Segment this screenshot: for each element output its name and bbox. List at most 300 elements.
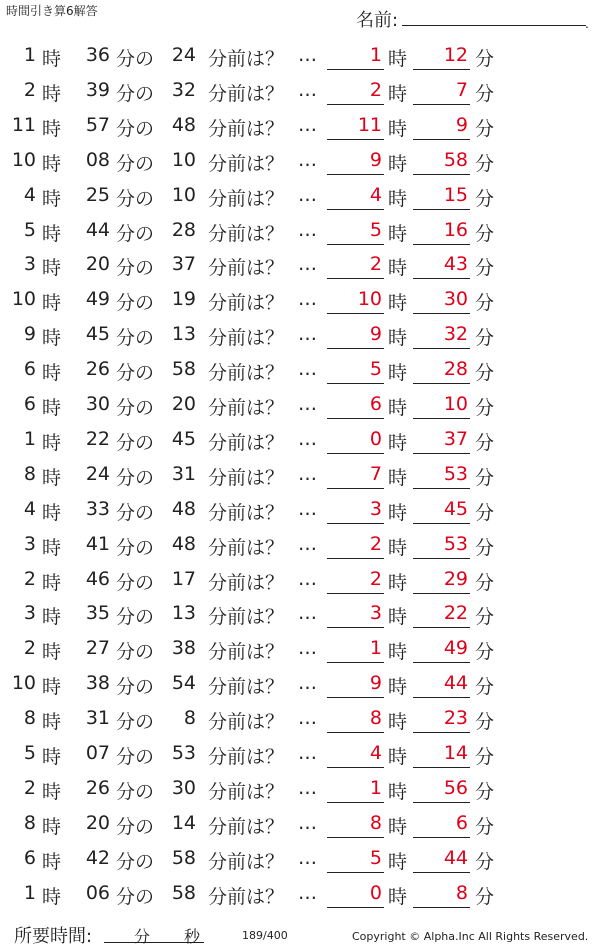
answer-minute: 49 <box>443 637 468 660</box>
answer-hour: 1 <box>369 44 382 66</box>
minutes-before-label: 分前は？ <box>208 571 285 594</box>
ellipsis: … <box>298 393 317 415</box>
minute-of-label: 分の <box>116 536 155 559</box>
minute-of-label: 分の <box>116 292 155 315</box>
answer-minute-blank[interactable] <box>413 69 470 70</box>
answer-hour: 10 <box>357 288 382 311</box>
answer-minute: 44 <box>443 846 468 869</box>
answer-hour: 5 <box>369 846 382 869</box>
answer-minute-unit-label: 分 <box>475 711 495 734</box>
problem-minute: 49 <box>85 288 110 311</box>
problem-row <box>0 108 600 142</box>
answer-hour-unit-label: 時 <box>388 48 408 70</box>
answer-hour: 0 <box>369 881 382 904</box>
problem-row <box>0 213 600 247</box>
answer-hour: 6 <box>369 393 382 415</box>
problem-row <box>0 73 600 107</box>
problem-row <box>0 317 600 351</box>
problem-minutes-before: 28 <box>171 218 196 241</box>
minutes-before-label: 分前は？ <box>208 397 285 419</box>
problem-hour: 8 <box>23 462 36 485</box>
answer-hour-unit-label: 時 <box>388 815 408 838</box>
answer-hour-blank[interactable] <box>327 453 384 454</box>
ellipsis: … <box>298 427 317 450</box>
answer-hour: 2 <box>369 253 382 276</box>
answer-minute: 53 <box>443 462 468 485</box>
minute-of-label: 分の <box>116 397 155 419</box>
answer-minute-blank[interactable] <box>413 209 470 210</box>
answer-hour-blank[interactable] <box>327 697 384 698</box>
hour-unit-label: 時 <box>42 676 62 699</box>
answer-minute-unit-label: 分 <box>475 48 495 70</box>
minute-of-label: 分の <box>116 850 155 873</box>
ellipsis: … <box>298 148 317 171</box>
answer-minute: 44 <box>443 672 468 695</box>
ellipsis: … <box>298 288 317 311</box>
problem-minute: 38 <box>85 672 110 695</box>
answer-hour: 1 <box>369 637 382 660</box>
answer-minute-unit-label: 分 <box>475 780 495 803</box>
answer-hour: 9 <box>369 323 382 346</box>
problem-minutes-before: 45 <box>171 427 196 450</box>
hour-unit-label: 時 <box>42 501 62 524</box>
answer-minute-blank[interactable] <box>413 488 470 489</box>
answer-hour: 8 <box>369 707 382 730</box>
answer-hour-unit-label: 時 <box>388 850 408 873</box>
answer-minute: 58 <box>443 148 468 171</box>
problem-hour: 2 <box>23 78 36 101</box>
problem-row <box>0 352 600 386</box>
answer-hour-blank[interactable] <box>327 313 384 314</box>
answer-minute-unit-label: 分 <box>475 676 495 699</box>
minutes-before-label: 分前は？ <box>208 292 285 315</box>
problem-minutes-before: 24 <box>171 44 196 66</box>
ellipsis: … <box>298 742 317 764</box>
elapsed-time-minute-label: 分 <box>134 927 151 946</box>
minutes-before-label: 分前は？ <box>208 187 285 210</box>
elapsed-time-second-label: 秒 <box>184 927 201 946</box>
answer-hour-blank[interactable] <box>327 488 384 489</box>
answer-minute: 28 <box>443 358 468 381</box>
problem-minutes-before: 19 <box>171 288 196 311</box>
hour-unit-label: 時 <box>42 815 62 838</box>
answer-hour-unit-label: 時 <box>388 431 408 454</box>
answer-hour: 9 <box>369 148 382 171</box>
problem-hour: 4 <box>23 497 36 520</box>
minutes-before-label: 分前は？ <box>208 780 285 803</box>
answer-minute-unit-label: 分 <box>475 82 495 105</box>
minutes-before-label: 分前は？ <box>208 815 285 838</box>
copyright-notice: Copyright © Alpha.Inc All Rights Reserved. <box>352 930 589 943</box>
problem-minutes-before: 13 <box>171 602 196 625</box>
minute-of-label: 分の <box>116 571 155 594</box>
answer-hour: 4 <box>369 742 382 764</box>
minutes-before-label: 分前は？ <box>208 711 285 734</box>
answer-minute-blank[interactable] <box>413 558 470 559</box>
hour-unit-label: 時 <box>42 850 62 873</box>
answer-hour-blank[interactable] <box>327 558 384 559</box>
problem-minute: 26 <box>85 358 110 381</box>
answer-hour-blank[interactable] <box>327 104 384 105</box>
problem-minute: 42 <box>85 846 110 869</box>
ellipsis: … <box>298 497 317 520</box>
answer-minute-blank[interactable] <box>413 383 470 384</box>
minute-of-label: 分の <box>116 222 155 245</box>
problem-row <box>0 282 600 316</box>
answer-minute: 8 <box>455 881 468 904</box>
answer-hour: 11 <box>357 113 382 136</box>
hour-unit-label: 時 <box>42 48 62 70</box>
problem-minutes-before: 20 <box>171 393 196 415</box>
answer-hour-unit-label: 時 <box>388 362 408 385</box>
problem-minute: 41 <box>85 532 110 555</box>
answer-minute-unit-label: 分 <box>475 222 495 245</box>
answer-hour-blank[interactable] <box>327 872 384 873</box>
hour-unit-label: 時 <box>42 222 62 245</box>
hour-unit-label: 時 <box>42 82 62 105</box>
answer-minute: 37 <box>443 427 468 450</box>
answer-hour-unit-label: 時 <box>388 397 408 419</box>
problem-minutes-before: 58 <box>171 846 196 869</box>
problem-minute: 20 <box>85 811 110 834</box>
hour-unit-label: 時 <box>42 606 62 629</box>
minute-of-label: 分の <box>116 187 155 210</box>
answer-hour-blank[interactable] <box>327 593 384 594</box>
ellipsis: … <box>298 218 317 241</box>
answer-minute-blank[interactable] <box>413 418 470 419</box>
problem-hour: 10 <box>11 672 36 695</box>
ellipsis: … <box>298 707 317 730</box>
problem-minutes-before: 48 <box>171 532 196 555</box>
answer-hour-blank[interactable] <box>327 907 384 908</box>
ellipsis: … <box>298 44 317 66</box>
problem-minutes-before: 14 <box>171 811 196 834</box>
answer-minute-unit-label: 分 <box>475 187 495 210</box>
hour-unit-label: 時 <box>42 187 62 210</box>
minutes-before-label: 分前は？ <box>208 222 285 245</box>
problem-hour: 10 <box>11 148 36 171</box>
problem-row <box>0 527 600 561</box>
page-number: 189/400 <box>242 929 288 942</box>
answer-minute-blank[interactable] <box>413 244 470 245</box>
minutes-before-label: 分前は？ <box>208 48 285 70</box>
answer-minute-blank[interactable] <box>413 872 470 873</box>
name-label: 名前: <box>356 10 399 31</box>
answer-hour: 5 <box>369 358 382 381</box>
minutes-before-label: 分前は？ <box>208 676 285 699</box>
answer-minute-unit-label: 分 <box>475 885 495 908</box>
minutes-before-label: 分前は？ <box>208 606 285 629</box>
minutes-before-label: 分前は？ <box>208 152 285 175</box>
problem-hour: 8 <box>23 707 36 730</box>
answer-hour-blank[interactable] <box>327 244 384 245</box>
problem-minute: 31 <box>85 707 110 730</box>
answer-minute-blank[interactable] <box>413 732 470 733</box>
name-field-dot: . <box>585 17 589 31</box>
problem-minute: 20 <box>85 253 110 276</box>
minutes-before-label: 分前は？ <box>208 117 285 140</box>
hour-unit-label: 時 <box>42 362 62 385</box>
answer-minute-unit-label: 分 <box>475 536 495 559</box>
problem-hour: 3 <box>23 532 36 555</box>
ellipsis: … <box>298 78 317 101</box>
answer-hour: 1 <box>369 776 382 799</box>
answer-minute-blank[interactable] <box>413 313 470 314</box>
answer-minute: 15 <box>443 183 468 206</box>
worksheet-title: 時間引き算6解答 <box>6 4 98 18</box>
problem-minutes-before: 58 <box>171 358 196 381</box>
hour-unit-label: 時 <box>42 571 62 594</box>
minute-of-label: 分の <box>116 780 155 803</box>
minutes-before-label: 分前は？ <box>208 327 285 350</box>
answer-minute-unit-label: 分 <box>475 815 495 838</box>
answer-minute-blank[interactable] <box>413 348 470 349</box>
answer-minute-unit-label: 分 <box>475 431 495 454</box>
problem-minutes-before: 8 <box>183 707 196 730</box>
answer-minute: 10 <box>443 393 468 415</box>
answer-minute-unit-label: 分 <box>475 397 495 419</box>
answer-minute: 6 <box>455 811 468 834</box>
minute-of-label: 分の <box>116 815 155 838</box>
ellipsis: … <box>298 881 317 904</box>
hour-unit-label: 時 <box>42 536 62 559</box>
problem-hour: 6 <box>23 393 36 415</box>
answer-minute-blank[interactable] <box>413 174 470 175</box>
hour-unit-label: 時 <box>42 152 62 175</box>
answer-minute-blank[interactable] <box>413 837 470 838</box>
problem-hour: 4 <box>23 183 36 206</box>
problem-minute: 06 <box>85 881 110 904</box>
answer-hour: 2 <box>369 532 382 555</box>
problem-hour: 6 <box>23 358 36 381</box>
answer-hour-blank[interactable] <box>327 383 384 384</box>
problem-minutes-before: 31 <box>171 462 196 485</box>
problem-minute: 57 <box>85 113 110 136</box>
problem-minutes-before: 13 <box>171 323 196 346</box>
answer-minute-unit-label: 分 <box>475 641 495 664</box>
problem-row <box>0 562 600 596</box>
hour-unit-label: 時 <box>42 466 62 489</box>
problem-row <box>0 422 600 456</box>
answer-hour-unit-label: 時 <box>388 327 408 350</box>
answer-minute: 43 <box>443 253 468 276</box>
answer-minute: 30 <box>443 288 468 311</box>
answer-minute-blank[interactable] <box>413 523 470 524</box>
answer-hour-unit-label: 時 <box>388 152 408 175</box>
problem-row <box>0 492 600 526</box>
problem-minutes-before: 10 <box>171 183 196 206</box>
problem-minutes-before: 58 <box>171 881 196 904</box>
ellipsis: … <box>298 846 317 869</box>
minute-of-label: 分の <box>116 885 155 908</box>
answer-hour-unit-label: 時 <box>388 641 408 664</box>
problem-hour: 2 <box>23 567 36 590</box>
problem-minute: 08 <box>85 148 110 171</box>
problem-hour: 5 <box>23 742 36 764</box>
ellipsis: … <box>298 637 317 660</box>
problem-row <box>0 666 600 700</box>
answer-hour-unit-label: 時 <box>388 746 408 768</box>
problem-minutes-before: 38 <box>171 637 196 660</box>
problem-hour: 9 <box>23 323 36 346</box>
problem-minute: 39 <box>85 78 110 101</box>
answer-hour-blank[interactable] <box>327 767 384 768</box>
minute-of-label: 分の <box>116 327 155 350</box>
minutes-before-label: 分前は？ <box>208 885 285 908</box>
answer-hour: 9 <box>369 672 382 695</box>
ellipsis: … <box>298 462 317 485</box>
hour-unit-label: 時 <box>42 257 62 280</box>
problem-minute: 27 <box>85 637 110 660</box>
answer-hour-unit-label: 時 <box>388 676 408 699</box>
problem-row <box>0 143 600 177</box>
answer-hour-blank[interactable] <box>327 662 384 663</box>
problem-hour: 1 <box>23 44 36 66</box>
answer-hour-blank[interactable] <box>327 627 384 628</box>
answer-minute: 45 <box>443 497 468 520</box>
hour-unit-label: 時 <box>42 292 62 315</box>
minute-of-label: 分の <box>116 48 155 70</box>
ellipsis: … <box>298 323 317 346</box>
problem-hour: 6 <box>23 846 36 869</box>
answer-hour-unit-label: 時 <box>388 711 408 734</box>
answer-minute: 29 <box>443 567 468 590</box>
minutes-before-label: 分前は？ <box>208 257 285 280</box>
minute-of-label: 分の <box>116 152 155 175</box>
answer-minute: 12 <box>443 44 468 66</box>
problem-minutes-before: 53 <box>171 742 196 764</box>
answer-minute: 7 <box>455 78 468 101</box>
answer-minute: 16 <box>443 218 468 241</box>
answer-hour-unit-label: 時 <box>388 222 408 245</box>
answer-hour-unit-label: 時 <box>388 466 408 489</box>
problem-minute: 45 <box>85 323 110 346</box>
problem-row <box>0 841 600 875</box>
answer-minute: 56 <box>443 776 468 799</box>
answer-minute-blank[interactable] <box>413 907 470 908</box>
minute-of-label: 分の <box>116 257 155 280</box>
answer-minute-blank[interactable] <box>413 104 470 105</box>
problem-minute: 33 <box>85 497 110 520</box>
answer-hour-blank[interactable] <box>327 139 384 140</box>
hour-unit-label: 時 <box>42 711 62 734</box>
answer-minute-blank[interactable] <box>413 278 470 279</box>
answer-hour: 4 <box>369 183 382 206</box>
minute-of-label: 分の <box>116 431 155 454</box>
minutes-before-label: 分前は？ <box>208 850 285 873</box>
problem-minutes-before: 10 <box>171 148 196 171</box>
answer-hour-blank[interactable] <box>327 278 384 279</box>
ellipsis: … <box>298 183 317 206</box>
minutes-before-label: 分前は？ <box>208 501 285 524</box>
ellipsis: … <box>298 602 317 625</box>
problem-minutes-before: 32 <box>171 78 196 101</box>
problem-hour: 2 <box>23 776 36 799</box>
answer-hour-blank[interactable] <box>327 732 384 733</box>
problem-row <box>0 38 600 72</box>
answer-hour-blank[interactable] <box>327 174 384 175</box>
problem-hour: 1 <box>23 427 36 450</box>
answer-minute-unit-label: 分 <box>475 362 495 385</box>
problem-minute: 44 <box>85 218 110 241</box>
answer-hour-unit-label: 時 <box>388 117 408 140</box>
problem-minute: 25 <box>85 183 110 206</box>
answer-minute-blank[interactable] <box>413 627 470 628</box>
answer-hour-unit-label: 時 <box>388 82 408 105</box>
answer-hour: 8 <box>369 811 382 834</box>
answer-hour-blank[interactable] <box>327 209 384 210</box>
answer-minute: 9 <box>455 113 468 136</box>
minute-of-label: 分の <box>116 82 155 105</box>
ellipsis: … <box>298 672 317 695</box>
answer-minute-unit-label: 分 <box>475 746 495 768</box>
problem-hour: 3 <box>23 253 36 276</box>
problem-minute: 26 <box>85 776 110 799</box>
minute-of-label: 分の <box>116 362 155 385</box>
answer-hour-blank[interactable] <box>327 348 384 349</box>
ellipsis: … <box>298 811 317 834</box>
answer-hour-blank[interactable] <box>327 837 384 838</box>
problem-minute: 07 <box>85 742 110 764</box>
answer-hour-unit-label: 時 <box>388 885 408 908</box>
problem-minutes-before: 17 <box>171 567 196 590</box>
minute-of-label: 分の <box>116 501 155 524</box>
answer-minute-blank[interactable] <box>413 697 470 698</box>
answer-minute: 32 <box>443 323 468 346</box>
answer-minute-blank[interactable] <box>413 453 470 454</box>
problem-minute: 22 <box>85 427 110 450</box>
answer-hour-blank[interactable] <box>327 69 384 70</box>
answer-hour: 7 <box>369 462 382 485</box>
answer-minute-blank[interactable] <box>413 662 470 663</box>
problem-minute: 35 <box>85 602 110 625</box>
problem-row <box>0 247 600 281</box>
answer-hour-blank[interactable] <box>327 802 384 803</box>
problem-hour: 5 <box>23 218 36 241</box>
answer-minute-blank[interactable] <box>413 767 470 768</box>
problem-row <box>0 596 600 630</box>
problem-minutes-before: 48 <box>171 113 196 136</box>
minute-of-label: 分の <box>116 711 155 734</box>
answer-hour-unit-label: 時 <box>388 571 408 594</box>
hour-unit-label: 時 <box>42 780 62 803</box>
problem-minutes-before: 30 <box>171 776 196 799</box>
problem-row <box>0 701 600 735</box>
ellipsis: … <box>298 776 317 799</box>
problem-hour: 8 <box>23 811 36 834</box>
ellipsis: … <box>298 253 317 276</box>
elapsed-time-label: 所要時間: <box>14 926 93 947</box>
answer-minute: 53 <box>443 532 468 555</box>
problem-minute: 24 <box>85 462 110 485</box>
answer-hour-unit-label: 時 <box>388 780 408 803</box>
hour-unit-label: 時 <box>42 885 62 908</box>
answer-hour: 3 <box>369 497 382 520</box>
problem-minute: 36 <box>85 44 110 66</box>
answer-minute-blank[interactable] <box>413 593 470 594</box>
name-field-line[interactable] <box>402 25 586 26</box>
problem-hour: 10 <box>11 288 36 311</box>
answer-hour-blank[interactable] <box>327 418 384 419</box>
answer-minute-unit-label: 分 <box>475 501 495 524</box>
answer-minute-blank[interactable] <box>413 802 470 803</box>
answer-minute-blank[interactable] <box>413 139 470 140</box>
problem-row <box>0 178 600 212</box>
hour-unit-label: 時 <box>42 641 62 664</box>
answer-hour-unit-label: 時 <box>388 187 408 210</box>
answer-hour-blank[interactable] <box>327 523 384 524</box>
problem-row <box>0 631 600 665</box>
